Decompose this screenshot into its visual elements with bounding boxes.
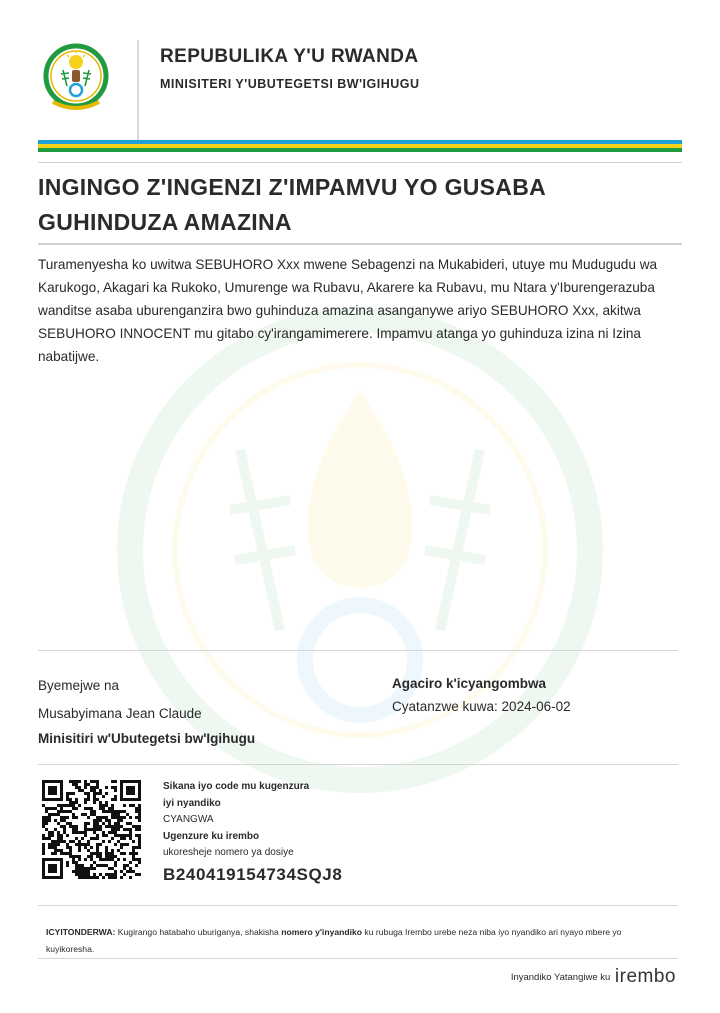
irembo-logo: irembo [614, 966, 676, 987]
signatory-title: Minisitiri w'Ubutegetsi bw'Igihugu [38, 731, 256, 746]
notice-top-rule [38, 905, 678, 906]
notice-text-before: Kugirango hatabaho uburiganya, shakisha [115, 927, 282, 937]
signature-top-rule [38, 650, 678, 651]
file-number: B240419154734SQJ8 [163, 864, 343, 884]
verification-block [163, 779, 463, 887]
or-label: CYANGWA [163, 814, 214, 825]
footer [0, 966, 676, 988]
ministry-name: MINISITERI Y'UBUTEGETSI BW'IGIHUGU [160, 77, 420, 91]
approved-by-label: Byemejwe na [38, 678, 120, 693]
signature-bottom-rule [38, 764, 678, 765]
issue-date: Cyatanzwe kuwa: 2024-06-02 [392, 699, 571, 714]
coat-of-arms-icon [43, 40, 109, 116]
flag-stripes [38, 140, 682, 152]
issued-via-label: Inyandiko Yatangiwe ku [510, 972, 611, 983]
signatory-name: Musabyimana Jean Claude [38, 706, 202, 721]
title-rule [38, 243, 682, 245]
notice-text-after: ku rubuga Irembo urebe neza niba iyo nyandiko ari nyayo mbere yo kuyikoresha. [46, 927, 622, 954]
notice-bottom-rule [38, 958, 678, 959]
flag-green-stripe [38, 148, 682, 152]
header-rule [38, 162, 682, 163]
document-title [38, 170, 682, 240]
coat-of-arms-watermark-icon [110, 300, 610, 800]
document-body: Turamenyesha ko uwitwa SEBUHORO Xxx mwene Sebagenzi na Mukabideri, utuye mu Mudugudu wa Karukogo, Akagari ka Rukoko, Umurenge wa Rubavu, Akarere ka Rubavu, mu Ntara y'Iburengerazuba wanditse asaba uburenganzira bwo guhinduza amazina asanganywe ariyo SEBUHORO Xxx, akitwa SEBUHORO INNOCENT mu gitabo cy'irangamimerere. Impamvu atanga yo guhinduza izina ni Izina nabatijwe. [38, 257, 658, 364]
verify-irembo-label: Ugenzure ku irembo [163, 830, 260, 842]
header-divider [137, 40, 139, 142]
notice-text-bold: nomero y'inyandiko [281, 927, 363, 937]
qr-modules [42, 780, 141, 879]
notice-text [46, 924, 661, 958]
document-title-line-2: GUHINDUZA AMAZINA [38, 209, 292, 235]
notice-label: ICYITONDERWA: [46, 927, 116, 937]
scan-instruction-line-1: Sikana iyo code mu kugenzura [163, 781, 310, 792]
document-title-line-1: INGINGO Z'INGENZI Z'IMPAMVU YO GUSABA [38, 174, 547, 200]
document-fee-label: Agaciro k'icyangombwa [392, 676, 547, 691]
republic-name: REPUBULIKA Y'U RWANDA [160, 46, 419, 67]
using-number-label: ukoresheje nomero ya dosiye [163, 847, 294, 858]
scan-instruction-line-2: iyi nyandiko [163, 797, 221, 809]
document-header [38, 38, 682, 142]
qr-code-icon[interactable] [42, 780, 141, 879]
